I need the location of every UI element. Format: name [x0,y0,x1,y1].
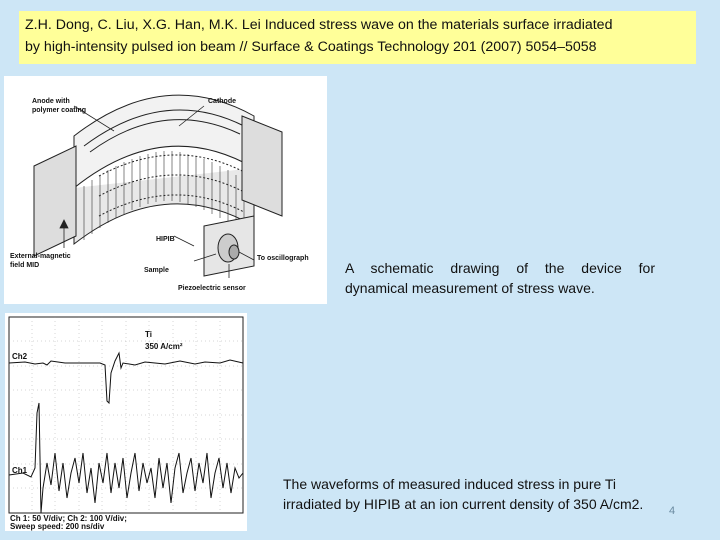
external-field-label: External-magnetic [10,253,71,260]
oscillograph-label: To oscillograph [257,255,309,262]
sweep-speed-label: Sweep speed: 200 ns/div [10,522,105,531]
page-number: 4 [669,505,676,517]
anode-label: Anode with [32,98,70,105]
citation-box [19,11,696,64]
figure-2-caption [283,474,703,514]
anode-label-2: polymer coating [32,107,87,114]
device-schematic-drawing [4,76,327,304]
channel-settings-label: Ch 1: 50 V/div; Ch 2: 100 V/div; [10,514,127,523]
ch2-label: Ch2 [12,352,28,361]
material-label: Ti [145,330,152,339]
sample-label: Sample [144,267,169,274]
density-label: 350 A/cm² [145,342,183,351]
ch1-label: Ch1 [12,466,28,475]
hipib-label: HIPIB [156,236,175,243]
figure-2-caption-line-2: irradiated by HIPIB at an ion current density of 350 A/cm2. [283,496,644,512]
figure-1-caption-line-1: A schematic drawing of the device for [345,260,655,276]
waveform-figure [5,313,247,531]
cathode-label: Cathode [208,98,236,105]
figure-2-caption-line-1: The waveforms of measured induced stress in pure Ti [283,476,617,492]
oscilloscope-trace [5,313,247,531]
citation-line-1: Z.H. Dong, C. Liu, X.G. Han, M.K. Lei Induced stress wave on the materials surface irradiated [25,17,613,33]
device-schematic-figure [4,76,327,304]
figure-1-caption [345,258,655,298]
sensor-label: Piezoelectric sensor [178,285,246,292]
external-field-label-2: field MID [10,262,40,269]
figure-1-caption-line-2: dynamical measurement of stress wave. [345,280,595,296]
citation-line-2: by high-intensity pulsed ion beam // Surface & Coatings Technology 201 (2007) 5054–5058 [25,39,597,55]
